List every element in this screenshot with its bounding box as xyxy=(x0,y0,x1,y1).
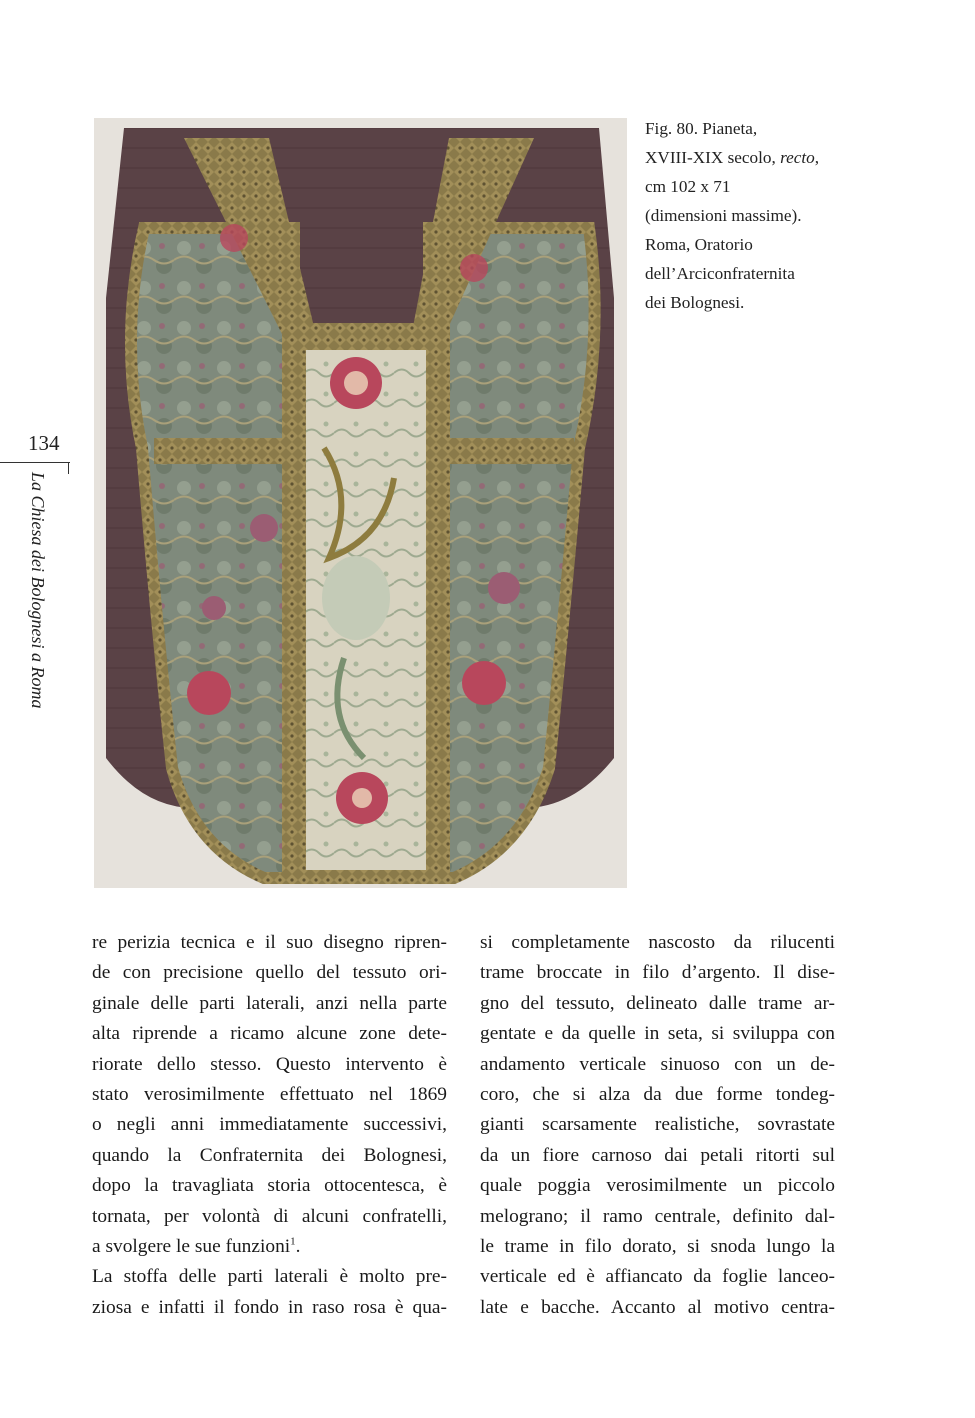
text-line: melograno; il ramo centrale, definito dal- xyxy=(480,1205,835,1227)
running-rule-tick xyxy=(68,462,69,474)
footnote-reference[interactable]: 1 xyxy=(290,1235,296,1248)
text-line: dopo la travagliata storia ottocentesca, è xyxy=(92,1175,447,1197)
text-line: gianti scarsamente realistiche, sovrastate xyxy=(480,1114,835,1136)
text-line-content: a svolgere le sue funzioni xyxy=(92,1236,291,1258)
text-line: o negli anni immediatamente successivi, xyxy=(92,1114,447,1136)
text-line: coro, che si alza da due forme tondeg- xyxy=(480,1084,835,1106)
text-line: ginale delle parti laterali, anzi nella parte xyxy=(92,992,447,1014)
figure-photo-chasuble xyxy=(94,118,627,888)
text-line: re perizia tecnica e il suo disegno ripren- xyxy=(92,932,447,953)
body-column-left xyxy=(92,928,447,1323)
figure-caption xyxy=(645,114,875,317)
caption-line: cm 102 x 71 xyxy=(645,177,731,196)
caption-line: Fig. 80. Pianeta, xyxy=(645,119,758,138)
caption-line xyxy=(645,143,875,172)
caption-punct: , xyxy=(814,148,820,167)
text-line: gno del tessuto, delineato dalle trame ar- xyxy=(480,992,835,1014)
text-line: si completamente nascosto da rilucenti xyxy=(480,932,835,953)
text-line: ziosa e infatti il fondo in raso rosa è qua- xyxy=(92,1296,447,1318)
text-line: quale poggia verosimilmente un piccolo xyxy=(480,1175,835,1197)
text-line: alta riprende a ricamo alcune zone dete- xyxy=(92,1023,447,1045)
text-line: trame broccate in filo d’argento. Il dise- xyxy=(480,962,835,984)
caption-line: Roma, Oratorio xyxy=(645,235,753,254)
running-rule xyxy=(0,462,70,463)
text-line: le trame in filo dorato, si snoda lungo la xyxy=(480,1236,835,1258)
page-number: 134 xyxy=(28,431,60,455)
text-line: de con precisione quello del tessuto ori- xyxy=(92,962,447,984)
text-line: riorate dello stesso. Questo intervento è xyxy=(92,1053,447,1075)
text-line: late e bacche. Accanto al motivo centra- xyxy=(480,1296,835,1318)
text-line: gentate e da quelle in seta, si sviluppa con xyxy=(480,1023,835,1045)
text-line: da un fiore carnoso dai petali ritorti sul xyxy=(480,1144,835,1166)
text-line: quando la Confraternita dei Bolognesi, xyxy=(92,1144,447,1166)
text-line: verticale ed è affiancato da foglie lanceo- xyxy=(480,1266,835,1288)
caption-italic: recto xyxy=(780,148,815,167)
text-line-punct: . xyxy=(295,1236,301,1258)
caption-line: dei Bolognesi. xyxy=(645,293,745,312)
text-line: andamento verticale sinuoso con un de- xyxy=(480,1053,835,1075)
body-column-right xyxy=(480,928,835,1323)
running-title: La Chiesa dei Bolognesi a Roma xyxy=(28,472,48,709)
chasuble-illustration xyxy=(94,118,627,888)
text-line: tornata, per volontà di alcuni confratelli, xyxy=(92,1205,447,1227)
caption-line: dell’Arciconfraternita xyxy=(645,264,795,283)
text-line: La stoffa delle parti laterali è molto pre- xyxy=(92,1266,447,1288)
caption-line: (dimensioni massime). xyxy=(645,206,802,225)
text-line xyxy=(92,1232,447,1262)
caption-line-text: XVIII-XIX secolo, xyxy=(645,148,781,167)
text-line: stato verosimilmente effettuato nel 1869 xyxy=(92,1084,447,1106)
